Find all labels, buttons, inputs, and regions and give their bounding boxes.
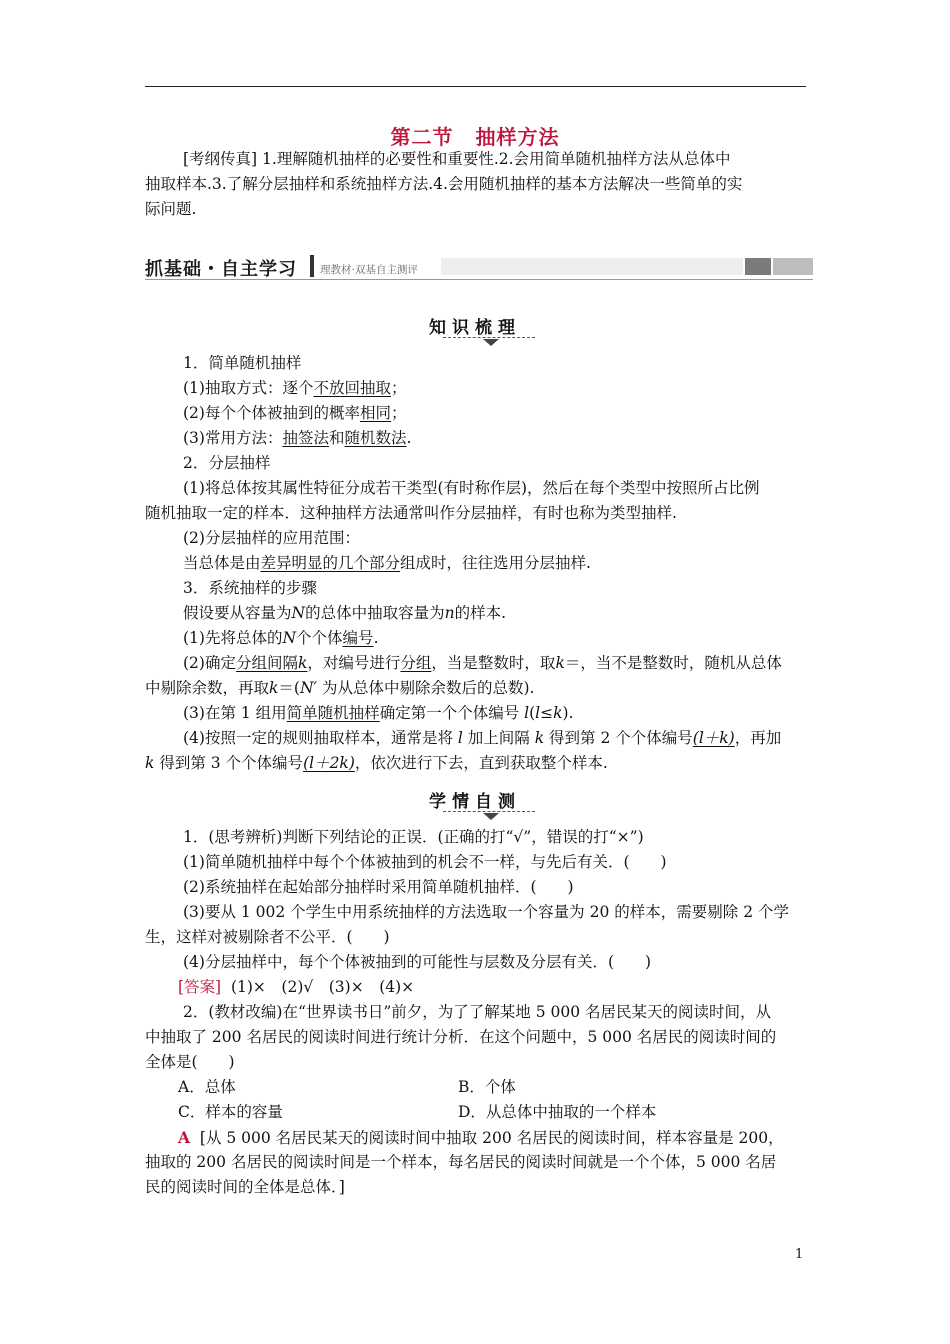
knowledge-heading: 知识梳理 bbox=[0, 313, 950, 338]
option-a: A．总体 bbox=[178, 1078, 236, 1096]
q2-line3: 全体是( ) bbox=[145, 1053, 235, 1071]
k-h2: 2．分层抽样 bbox=[183, 454, 271, 472]
k-h3: 3．系统抽样的步骤 bbox=[183, 579, 317, 597]
banner-block-dark bbox=[745, 258, 771, 275]
heading-arrow bbox=[483, 813, 499, 820]
k-h1: 1．简单随机抽样 bbox=[183, 354, 302, 372]
q2-line2: 中抽取了 200 名居民的阅读时间进行统计分析．在这个问题中，5 000 名居民的阅读时间的 bbox=[145, 1028, 777, 1046]
kaogang-line3: 际问题. bbox=[145, 200, 197, 218]
banner-band bbox=[441, 258, 743, 275]
heading-arrow bbox=[483, 339, 499, 346]
title-part1: 第二节 bbox=[390, 125, 454, 149]
solution-line2: 抽取的 200 名居民的阅读时间是一个样本，每名居民的阅读时间就是一个个体，5 000 名居 bbox=[145, 1153, 777, 1171]
kaogang-line1: [考纲传真] 1.理解随机抽样的必要性和重要性.2.会用简单随机抽样方法从总体中 bbox=[183, 150, 731, 168]
top-rule bbox=[145, 86, 806, 87]
section-title bbox=[0, 121, 950, 150]
solution-line1: A [从 5 000 名居民某天的阅读时间中抽取 200 名居民的阅读时间，样本容量是 200， bbox=[178, 1128, 784, 1147]
option-d: D．从总体中抽取的一个样本 bbox=[458, 1103, 657, 1121]
banner-label: 抓基础・自主学习 bbox=[145, 259, 297, 280]
k-b3: 当总体是由差异明显的几个部分组成时，往往选用分层抽样. bbox=[183, 554, 591, 572]
k-c4-line1: (4)按照一定的规则抽取样本，通常是将 l 加上间隔 k 得到第 2 个个体编号(l＋k)，再加 bbox=[183, 729, 782, 747]
solution-line3: 民的阅读时间的全体是总体．] bbox=[145, 1178, 345, 1196]
k-b1-line2: 随机抽取一定的样本．这种抽样方法通常叫作分层抽样，有时也称为类型抽样. bbox=[145, 504, 677, 522]
option-b: B．个体 bbox=[458, 1078, 516, 1096]
answer-tag: [答案] bbox=[178, 978, 222, 996]
banner-divider bbox=[310, 255, 314, 277]
q1: 1．(思考辨析)判断下列结论的正误．(正确的打“√”，错误的打“×”) bbox=[183, 828, 644, 846]
k-c3: (3)在第 1 组用简单随机抽样确定第一个个体编号 l(l≤k). bbox=[183, 704, 574, 722]
k-b1-line1: (1)将总体按其属性特征分成若干类型(有时称作层)，然后在每个类型中按照所占比例 bbox=[183, 479, 760, 497]
banner-block-light bbox=[773, 258, 813, 275]
q1d: (4)分层抽样中，每个个体被抽到的可能性与层数及分层有关．( ) bbox=[183, 953, 652, 971]
q1c-line1: (3)要从 1 002 个学生中用系统抽样的方法选取一个容量为 20 的样本，需要剔除 2 个学 bbox=[183, 903, 789, 921]
solution-tag: A bbox=[178, 1128, 191, 1147]
option-c: C．样本的容量 bbox=[178, 1103, 283, 1121]
section-banner bbox=[145, 255, 813, 281]
title-part2: 抽样方法 bbox=[475, 125, 560, 149]
kaogang-line2: 抽取样本.3.了解分层抽样和系统抽样方法.4.会用随机抽样的基本方法解决一些简单的实 bbox=[145, 175, 743, 193]
heading-dash bbox=[443, 337, 535, 338]
q2-line1: 2．(教材改编)在“世界读书日”前夕，为了了解某地 5 000 名居民某天的阅读时间，从 bbox=[183, 1003, 772, 1021]
page-number: 1 bbox=[795, 1247, 804, 1262]
self-test-heading: 学情自测 bbox=[0, 787, 950, 812]
k-c2-line1: (2)确定分组间隔k，对编号进行分组，当是整数时，取k＝，当不是整数时，随机从总体 bbox=[183, 654, 782, 672]
k-a3: (3)常用方法：抽签法和随机数法. bbox=[183, 429, 412, 447]
q1c-line2: 生，这样对被剔除者不公平．( ) bbox=[145, 928, 390, 946]
k-c2-line2: 中剔除余数，再取k＝(N′ 为从总体中剔除余数后的总数). bbox=[145, 679, 535, 697]
k-a2: (2)每个个体被抽到的概率相同； bbox=[183, 404, 407, 422]
q1b: (2)系统抽样在起始部分抽样时采用简单随机抽样．( ) bbox=[183, 878, 574, 896]
banner-subtitle: 理教材·双基自主测评 bbox=[320, 264, 418, 276]
k-b2: (2)分层抽样的应用范围： bbox=[183, 529, 360, 547]
k-a1: (1)抽取方式：逐个不放回抽取； bbox=[183, 379, 407, 397]
k-c0: 假设要从容量为N的总体中抽取容量为n的样本. bbox=[183, 604, 507, 622]
answer-line: [答案] (1)× (2)√ (3)× (4)× bbox=[178, 978, 415, 996]
heading-dash bbox=[443, 811, 535, 812]
k-c4-line2: k 得到第 3 个个体编号(l＋2k)，依次进行下去，直到获取整个样本. bbox=[145, 754, 608, 772]
banner-baseline bbox=[145, 279, 813, 280]
k-c1: (1)先将总体的N个个体编号. bbox=[183, 629, 379, 647]
q1a: (1)简单随机抽样中每个个体被抽到的机会不一样，与先后有关．( ) bbox=[183, 853, 667, 871]
kaogang-tag: [考纲传真] bbox=[183, 150, 258, 168]
